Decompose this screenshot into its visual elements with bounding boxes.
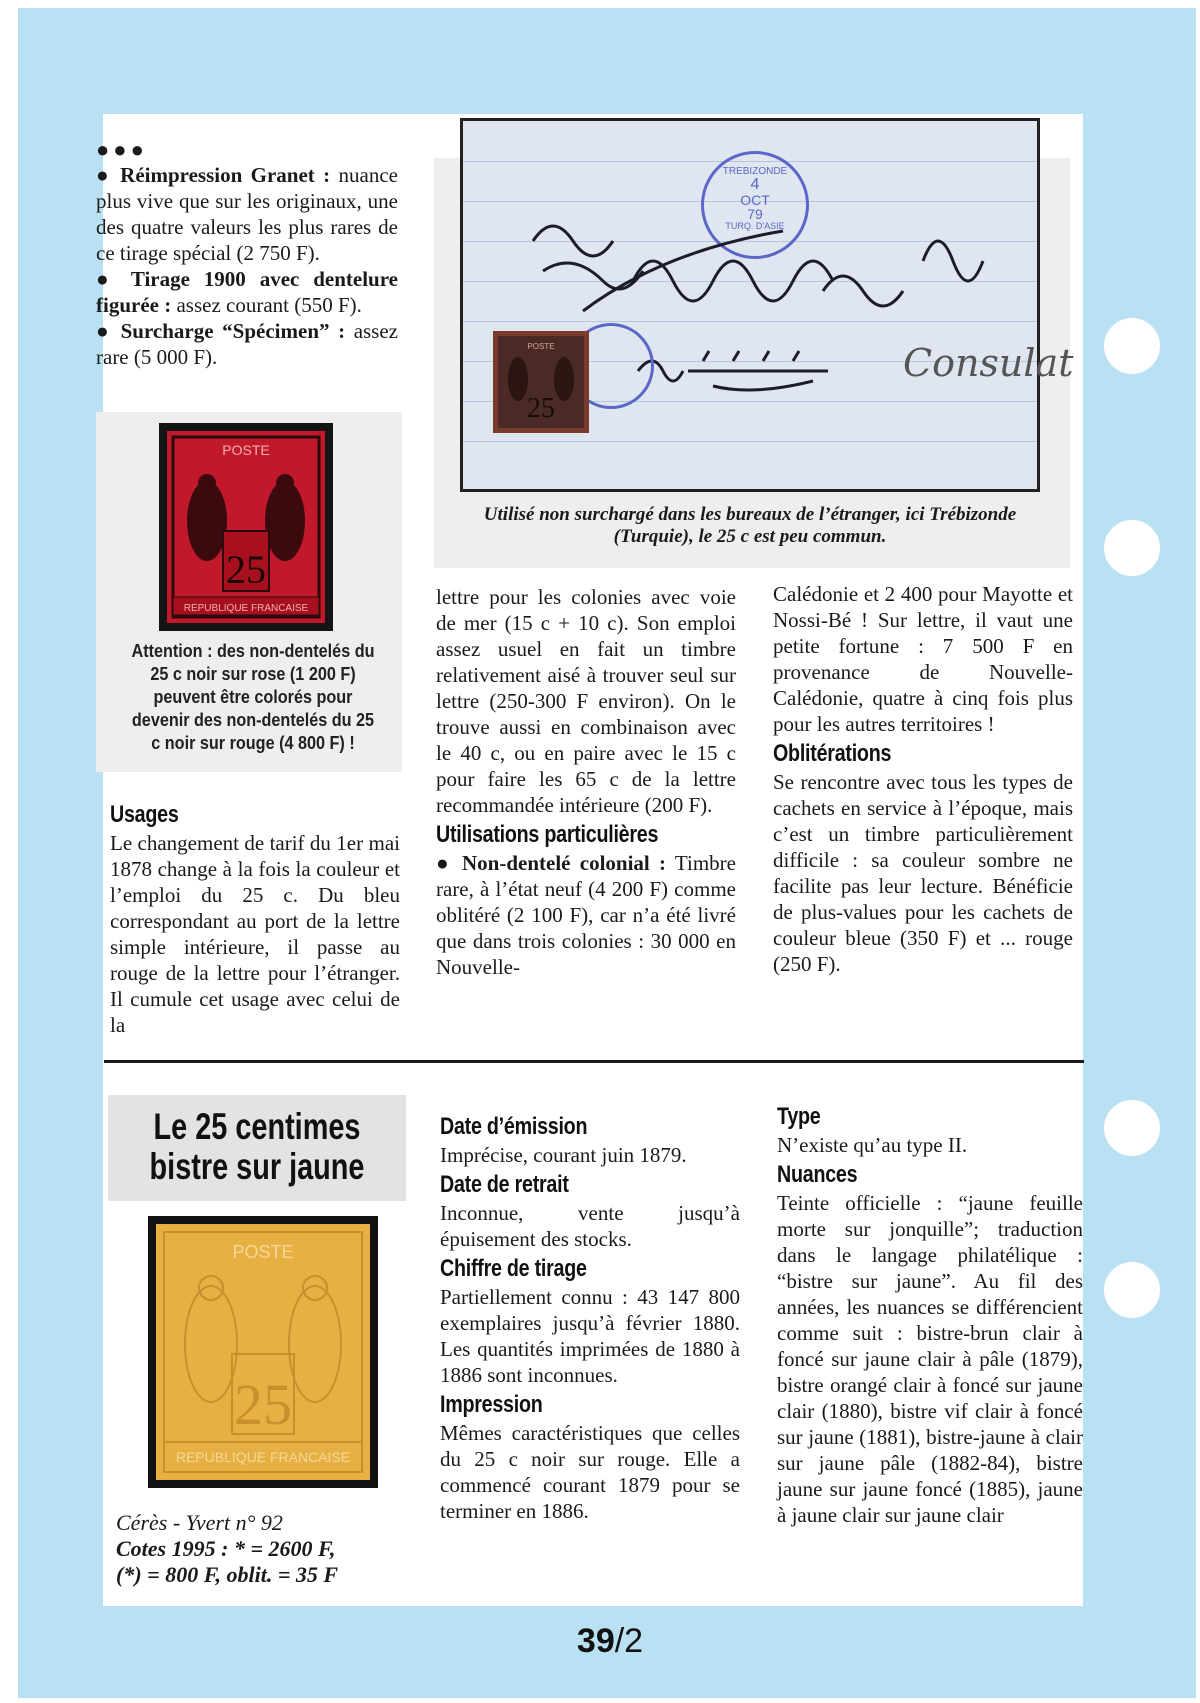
item-surcharge: ● Surcharge “Spécimen” : assez rare (5 000 F).: [96, 319, 398, 369]
bottom-col3: [777, 1100, 1083, 1528]
utilisations-heading: Utilisations particulières: [436, 821, 659, 848]
svg-text:POSTE: POSTE: [232, 1242, 294, 1262]
cover-letter-image: [460, 118, 1074, 492]
binder-hole: [1104, 520, 1160, 576]
trebizonde-cancel: TREBIZONDE 4 OCT 79 TURQ. D'ASIE: [701, 151, 809, 259]
svg-text:REPUBLIQUE FRANCAISE: REPUBLIQUE FRANCAISE: [183, 603, 309, 614]
col3-text-2: Se rencontre avec tous les types de cachets en service à l’époque, mais c’est un timbre particulièrement difficile : sa couleur sombre ne facilite pas leur lecture. Bénéficie de plus-values pour les cachets de couleur bleue (350 F) et ... rouge (250 F).: [773, 770, 1073, 976]
usages-heading: Usages: [110, 801, 179, 828]
tirage-text: Partiellement connu : 43 147 800 exemplaires jusqu’à février 1880. Les quantités imprimées de 1880 à 1886 sont inconnues.: [440, 1285, 740, 1387]
section-divider: [104, 1060, 1084, 1063]
col1-intro: [96, 138, 398, 370]
item-reimpression: ● Réimpression Granet : nuance plus vive que sur les originaux, une des quatre valeurs les plus rares de ce tirage spécial (2 750 F).: [96, 163, 398, 265]
ref-line-2: Cotes 1995 : * = 2600 F,: [116, 1536, 336, 1561]
stamp-title-line1: Le 25 centimes: [153, 1106, 361, 1147]
cover-stamp-image: [493, 331, 589, 433]
bottom-col2: [440, 1110, 740, 1524]
binder-hole: [1104, 1100, 1160, 1156]
item-tirage-1900: ● Tirage 1900 avec dentelure figurée : assez courant (550 F).: [96, 267, 398, 317]
nuances-heading: Nuances: [777, 1161, 858, 1188]
svg-text:REPUBLIQUE FRANCAISE: REPUBLIQUE FRANCAISE: [175, 1449, 351, 1465]
svg-text:25: 25: [527, 393, 555, 424]
ref-line-1: Cérès - Yvert n° 92: [116, 1510, 283, 1535]
col2-text-2: ● Non-dentelé colonial : Timbre rare, à l’état neuf (4 200 F) comme oblitéré (2 100 F), car n’a été livré que dans trois colonies : 30 000 en Nouvelle-: [436, 851, 736, 979]
stamp-title-line2: bistre sur jaune: [149, 1146, 365, 1187]
col3-top: [773, 581, 1073, 977]
svg-text:25: 25: [234, 1372, 292, 1437]
ref-line-3: (*) = 800 F, oblit. = 35 F: [116, 1562, 339, 1587]
emission-heading: Date d’émission: [440, 1113, 588, 1140]
nuances-text: Teinte officielle : “jaune feuille morte sur jonquille”; traduction dans le langage philatélique : “bistre sur jaune”. Au fil des années, les nuances se différencient comme suit : bistre-brun clair à foncé sur jaune clair à pâle (1879), bistre orangé clair à foncé sur jaune clair (1880), bistre vif clair à foncé sur jaune (1881), bistre-jaune à clair sur jaune pâle (1882-84), bistre jaune sur jaune foncé (1885), jaune à jaune clair sur jaune clair: [777, 1191, 1083, 1527]
svg-text:POSTE: POSTE: [222, 442, 270, 458]
bullet-dots: ●●●: [96, 137, 148, 162]
cover-caption: Utilisé non surchargé dans les bureaux de l’étranger, ici Trébizonde (Turquie), le 25 c est peu commun.: [483, 504, 1017, 547]
col3-text-1: Calédonie et 2 400 pour Mayotte et Nossi-Bé ! Sur lettre, il vaut une petite fortune : 7 500 F en provenance de Nouvelle-Calédonie, quatre à cinq fois plus pour les autres territoires !: [773, 582, 1073, 736]
red-stamp-image: [167, 431, 325, 623]
red-stamp-caption: Attention : des non-dentelés du 25 c noir sur rose (1 200 F) peuvent être colorés pour devenir des non-dentelés du 25 c noir sur rouge (4 800 F) !: [131, 641, 375, 753]
retrait-heading: Date de retrait: [440, 1171, 569, 1198]
yellow-stamp-image: [156, 1224, 370, 1480]
type-text: N’existe qu’au type II.: [777, 1133, 968, 1157]
usages-text: Le changement de tarif du 1er mai 1878 change à la fois la couleur et l’emploi du 25 c. Du bleu correspondant au port de la lettre simple intérieure, il passe au rouge de la lettre pour l’étranger. Il cumule cet usage avec celui de la: [110, 831, 400, 1037]
arabic-date-handwriting: [633, 341, 843, 401]
stamp-title-box: [108, 1095, 406, 1201]
impression-text: Mêmes caractéristiques que celles du 25 c noir sur rouge. Elle a commencé courant 1879 pour se terminer en 1886.: [440, 1421, 740, 1523]
retrait-text: Inconnue, vente jusqu’à épuisement des stocks.: [440, 1201, 740, 1251]
usages-section: [110, 798, 400, 1038]
obliterations-heading: Oblitérations: [773, 740, 892, 767]
svg-text:25: 25: [226, 547, 266, 592]
svg-text:POSTE: POSTE: [527, 342, 555, 351]
binder-hole: [1104, 318, 1160, 374]
page-number: 39/2: [576, 1622, 644, 1660]
binder-hole: [1104, 1262, 1160, 1318]
type-heading: Type: [777, 1103, 821, 1130]
consulat-handwriting: Consulat: [903, 341, 1074, 385]
impression-heading: Impression: [440, 1391, 543, 1418]
col2-text-1: lettre pour les colonies avec voie de mer (15 c + 10 c). Son emploi assez usuel en fait un timbre relativement aisé à trouver seul sur lettre (250-300 F environ). On le trouve aussi en combinaison avec le 40 c, ou en paire avec le 15 c pour faire les 65 c de la lettre recommandée intérieure (200 F).: [436, 585, 736, 817]
arabic-handwriting: [523, 181, 993, 331]
col2-top: [436, 584, 736, 980]
tirage-heading: Chiffre de tirage: [440, 1255, 587, 1282]
stamp-reference: [116, 1510, 406, 1588]
emission-text: Imprécise, courant juin 1879.: [440, 1143, 687, 1167]
